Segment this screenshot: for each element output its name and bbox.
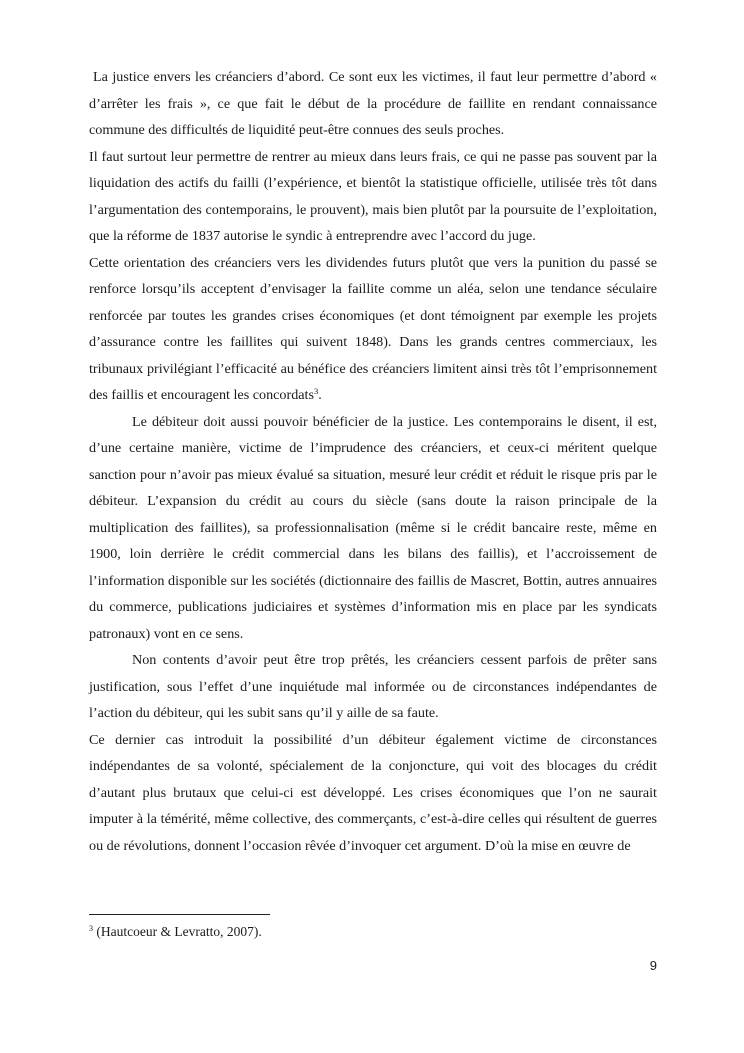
footnote-number: 3 (89, 924, 93, 933)
footnote-text: (Hautcoeur & Levratto, 2007). (93, 924, 262, 939)
body-text (89, 64, 657, 859)
paragraph: Le débiteur doit aussi pouvoir bénéficier de la justice. Les contemporains le disent, il est, d’une certaine manière, victime de l’imprudence des créanciers, et ceux-ci méritent quelque sanction pour n’avoir pas mieux évalué sa situation, mesuré leur crédit et réduit le risque pris par le débiteur. L’expansion du crédit au cours du siècle (sans doute la raison principale de la multiplication des faillites), sa professionnalisation (même si le crédit bancaire reste, même en 1900, loin derrière le crédit commercial dans les bilans des faillis), et l’accroissement de l’information disponible sur les sociétés (dictionnaire des faillis de Mascret, Bottin, autres annuaires du commerce, publications judiciaires et systèmes d’information mis en place par les syndicats patronaux) vont en ce sens. (89, 413, 657, 642)
paragraph: Non contents d’avoir peut être trop prêtés, les créanciers cessent parfois de prêter sans justification, sous l’effet d’une inquiétude mal informée ou de circonstances indépendantes de l’action du débiteur, qui les subit sans qu’il y aille de sa faute. (89, 652, 657, 721)
paragraph: Cette orientation des créanciers vers les dividendes futurs plutôt que vers la punition du passé se renforce lorsqu’ils acceptent d’envisager la faillite comme un aléa, selon une tendance séculaire renforcée par toutes les grandes crises économiques (et dont témoignent par exemple les projets d’assurance contre les faillites qui suivent 1848). Dans les grands centres commerciaux, les tribunaux privilégiant l’efficacité au bénéfice des créanciers limitent ainsi très tôt l’emprisonnement des faillis et encouragent les concordats$^3$. (89, 254, 657, 403)
paragraph: Ce dernier cas introduit la possibilité d’un débiteur également victime de circonstances indépendantes de sa volonté, spécialement de la conjoncture, qui voit des blocages du crédit d’autant plus brutaux que celui-ci est développé. Les crises économiques que l’on ne saurait imputer à la témérité, même collective, des commerçants, c’est-à-dire celles qui résultent de guerres ou de révolutions, donnent l’occasion rêvée d’invoquer cet argument. D’où la mise en œuvre de (89, 731, 657, 854)
paragraph: Il faut surtout leur permettre de rentrer au mieux dans leurs frais, ce qui ne passe pas souvent par la liquidation des actifs du failli (l’expérience, et bientôt la statistique officielle, utilisée très tôt dans l’argumentation des contemporains, le prouvent), mais bien plutôt par la poursuite de l’exploitation, que la réforme de 1837 autorise le syndic à entreprendre avec l’accord du juge. (89, 148, 657, 244)
page-number: 9 (649, 958, 657, 973)
footnote-reference[interactable]: 3 (314, 386, 319, 396)
footnote (89, 923, 262, 941)
paragraph: La justice envers les créanciers d’abord. Ce sont eux les victimes, il faut leur permettre d’abord « d’arrêter les frais », ce que fait le début de la procédure de faillite en rendant connaissance commune des difficultés de liquidité peut-être connues des seuls proches. (89, 69, 657, 138)
footnote-separator (89, 914, 270, 915)
